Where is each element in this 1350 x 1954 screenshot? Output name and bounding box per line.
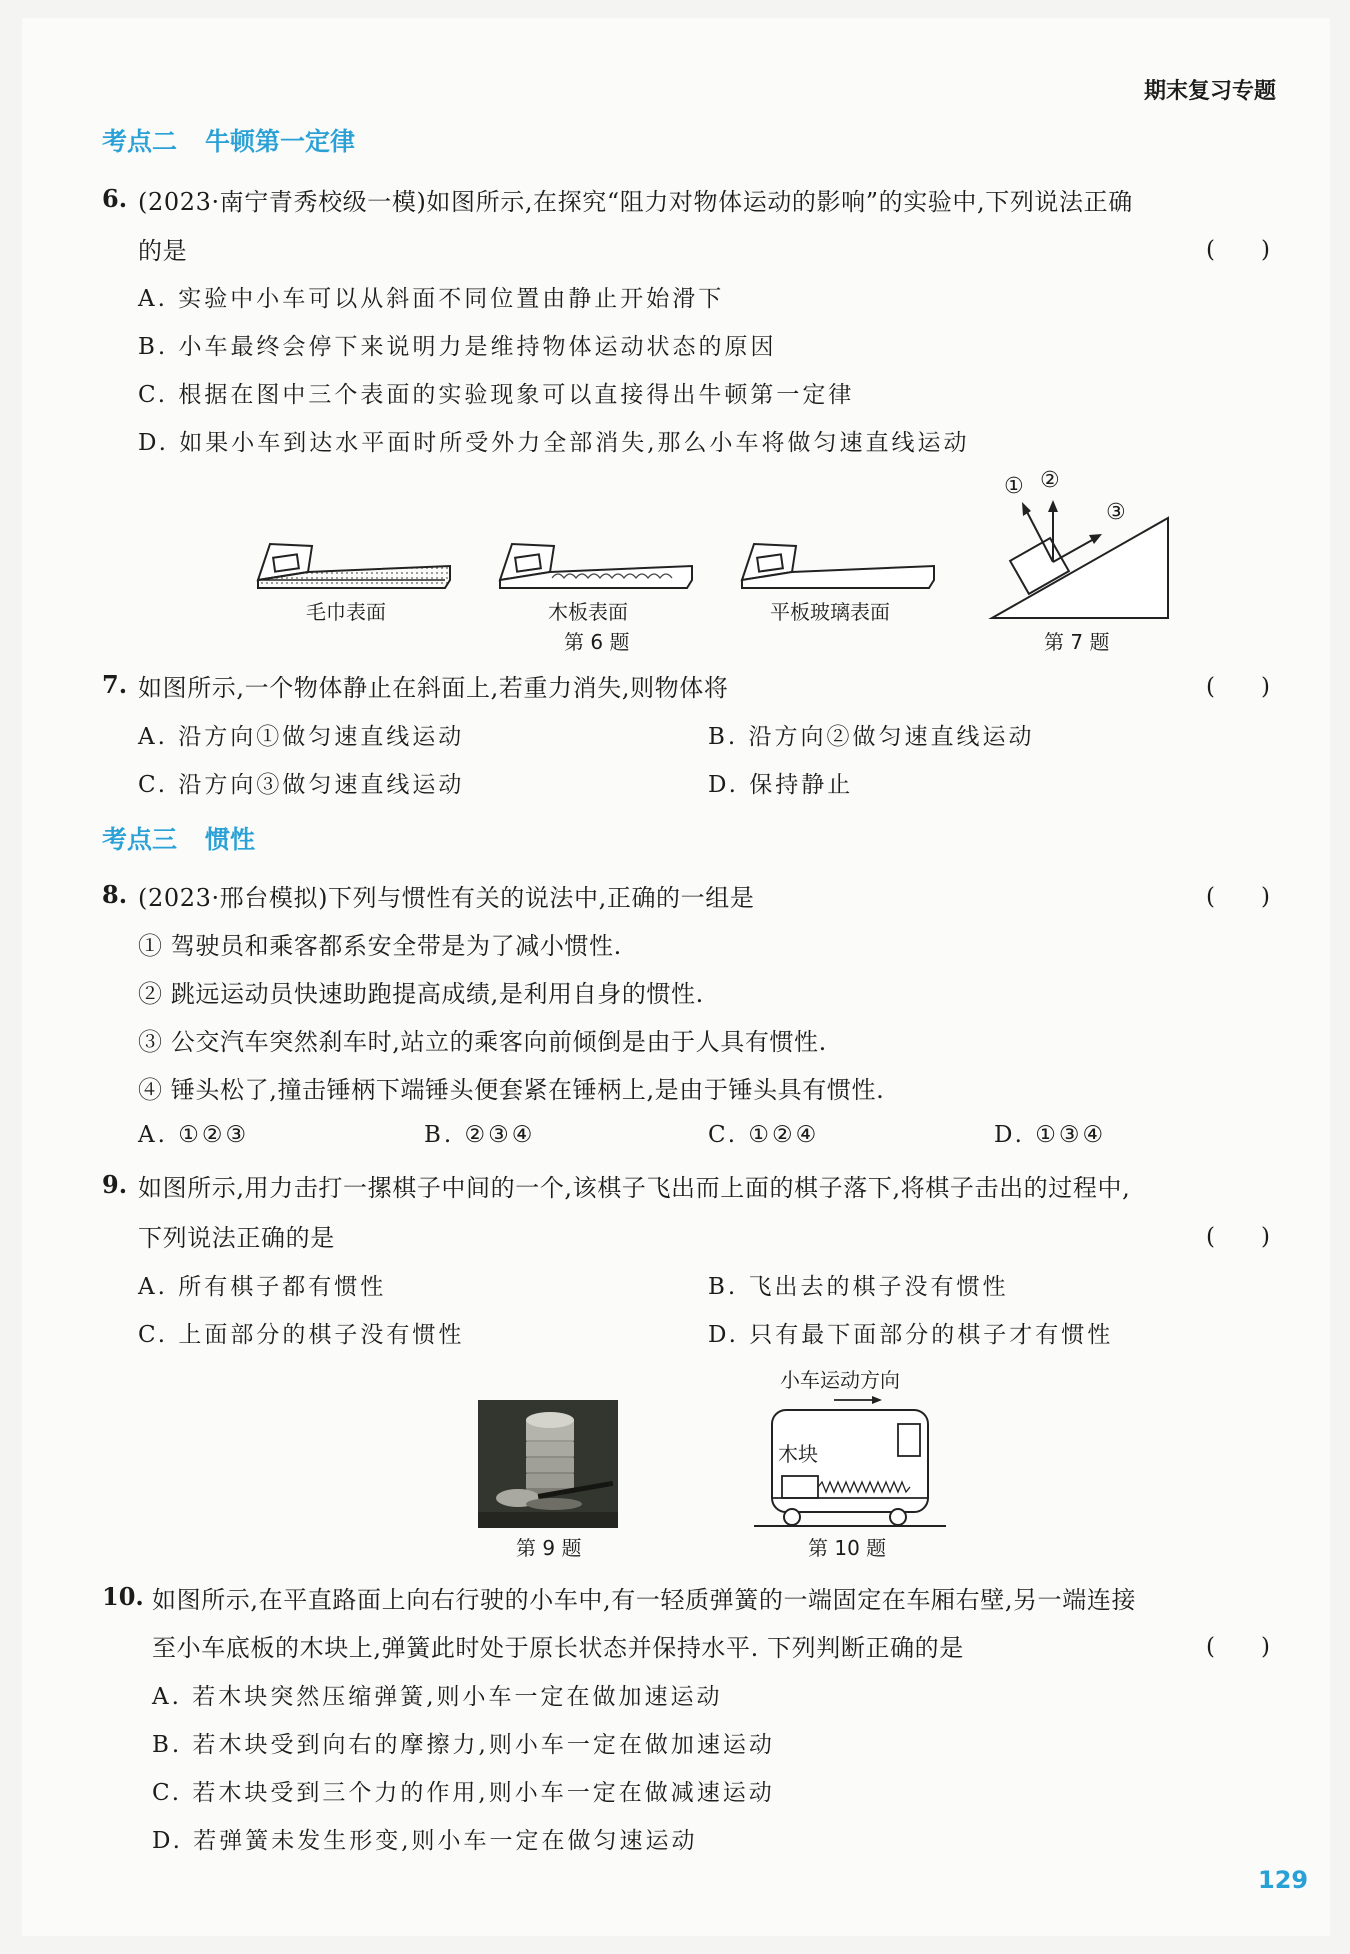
page-number: 129: [1258, 1866, 1309, 1894]
block-label: 木块: [778, 1442, 818, 1466]
question-number: 10.: [102, 1582, 144, 1611]
question-text: 如图所示,一个物体静止在斜面上,若重力消失,则物体将: [138, 674, 729, 702]
direction-label-1: ①: [1004, 474, 1024, 499]
option-d: D. 如果小车到达水平面时所受外力全部消失,那么小车将做匀速直线运动: [138, 430, 970, 456]
section-heading-2: [102, 122, 355, 158]
option-c: C. 上面部分的棋子没有惯性: [138, 1322, 465, 1348]
figure-caption: 第 7 题: [1044, 630, 1110, 654]
question-text: 如图所示,用力击打一摞棋子中间的一个,该棋子飞出而上面的棋子落下,将棋子击出的过程中,: [138, 1174, 1131, 1202]
option-a: A. 若木块突然压缩弹簧,则小车一定在做加速运动: [152, 1684, 723, 1710]
option-a: A. 实验中小车可以从斜面不同位置由静止开始滑下: [138, 286, 725, 312]
direction-label: 小车运动方向: [780, 1368, 900, 1392]
question-text: 的是: [138, 237, 188, 265]
wood-block: [782, 1476, 818, 1498]
page-header: 期末复习专题: [1144, 79, 1277, 104]
option-d: D. 若弹簧未发生形变,则小车一定在做匀速运动: [152, 1828, 698, 1854]
cart-wheel: [890, 1509, 906, 1525]
option-b: B. 沿方向②做匀速直线运动: [708, 724, 1035, 750]
question-text: (2023·邢台模拟)下列与惯性有关的说法中,正确的一组是: [138, 884, 755, 912]
question-number: 7.: [102, 670, 128, 699]
option-a: A. 所有棋子都有惯性: [138, 1274, 387, 1300]
question-text: 如图所示,在平直路面上向右行驶的小车中,有一轻质弹簧的一端固定在车厢右壁,另一端连接: [152, 1586, 1137, 1614]
figure-caption: 第 9 题: [516, 1536, 582, 1560]
figure-caption: 第 10 题: [808, 1536, 887, 1560]
answer-blank: ( ): [1206, 674, 1270, 700]
direction-label-2: ②: [1040, 468, 1060, 493]
option-c: C. 沿方向③做匀速直线运动: [138, 772, 465, 798]
statement-3: ③ 公交汽车突然刹车时,站立的乘客向前倾倒是由于人具有惯性.: [138, 1028, 827, 1056]
direction-label-3: ③: [1106, 500, 1126, 525]
question-text: 下列说法正确的是: [138, 1224, 335, 1252]
answer-blank: ( ): [1206, 1224, 1270, 1250]
cart-wheel: [784, 1509, 800, 1525]
option-b: B. 若木块受到向右的摩擦力,则小车一定在做加速运动: [152, 1732, 775, 1758]
section-title: 惯性: [205, 825, 256, 854]
option-d: D. 只有最下面部分的棋子才有惯性: [708, 1322, 1114, 1348]
option-b: B. 小车最终会停下来说明力是维持物体运动状态的原因: [138, 334, 777, 360]
option-a: A. ①②③: [138, 1122, 250, 1148]
option-b: B. 飞出去的棋子没有惯性: [708, 1274, 1009, 1300]
figure-caption: 第 6 题: [564, 630, 630, 654]
answer-blank: ( ): [1206, 884, 1270, 910]
section-heading-3: [102, 820, 255, 856]
section-label: 考点三: [102, 825, 178, 854]
question-text: (2023·南宁青秀校级一模)如图所示,在探究“阻力对物体运动的影响”的实验中,下列说法正确: [138, 188, 1133, 216]
cart-window: [898, 1424, 920, 1456]
option-c: C. ①②④: [708, 1122, 820, 1148]
option-c: C. 根据在图中三个表面的实验现象可以直接得出牛顿第一定律: [138, 382, 855, 408]
ramp-towel: [258, 544, 450, 588]
figure-label: 平板玻璃表面: [770, 600, 890, 624]
statement-2: ② 跳远运动员快速助跑提高成绩,是利用自身的惯性.: [138, 980, 704, 1008]
option-a: A. 沿方向①做匀速直线运动: [138, 724, 465, 750]
answer-blank: ( ): [1206, 237, 1270, 263]
question-number: 6.: [102, 184, 128, 213]
figure-label: 木板表面: [548, 600, 628, 624]
ramp-glass: [742, 544, 934, 588]
option-c: C. 若木块受到三个力的作用,则小车一定在做减速运动: [152, 1780, 775, 1806]
direction-3-arrow: [1053, 539, 1094, 562]
option-d: D. 保持静止: [708, 772, 854, 798]
statement-1: ① 驾驶员和乘客都系安全带是为了减小惯性.: [138, 932, 622, 960]
figure-label: 毛巾表面: [306, 600, 386, 624]
figure-9-photo: [478, 1400, 618, 1528]
section-label: 考点二: [102, 127, 178, 156]
option-d: D. ①③④: [994, 1122, 1107, 1148]
section-title: 牛顿第一定律: [205, 127, 356, 156]
question-number: 9.: [102, 1170, 128, 1199]
option-b: B. ②③④: [424, 1122, 536, 1148]
answer-blank: ( ): [1206, 1634, 1270, 1660]
question-number: 8.: [102, 880, 128, 909]
ramp-wood: [500, 544, 692, 588]
statement-4: ④ 锤头松了,撞击锤柄下端锤头便套紧在锤柄上,是由于锤头具有惯性.: [138, 1076, 885, 1104]
question-text: 至小车底板的木块上,弹簧此时处于原长状态并保持水平. 下列判断正确的是: [152, 1634, 964, 1662]
